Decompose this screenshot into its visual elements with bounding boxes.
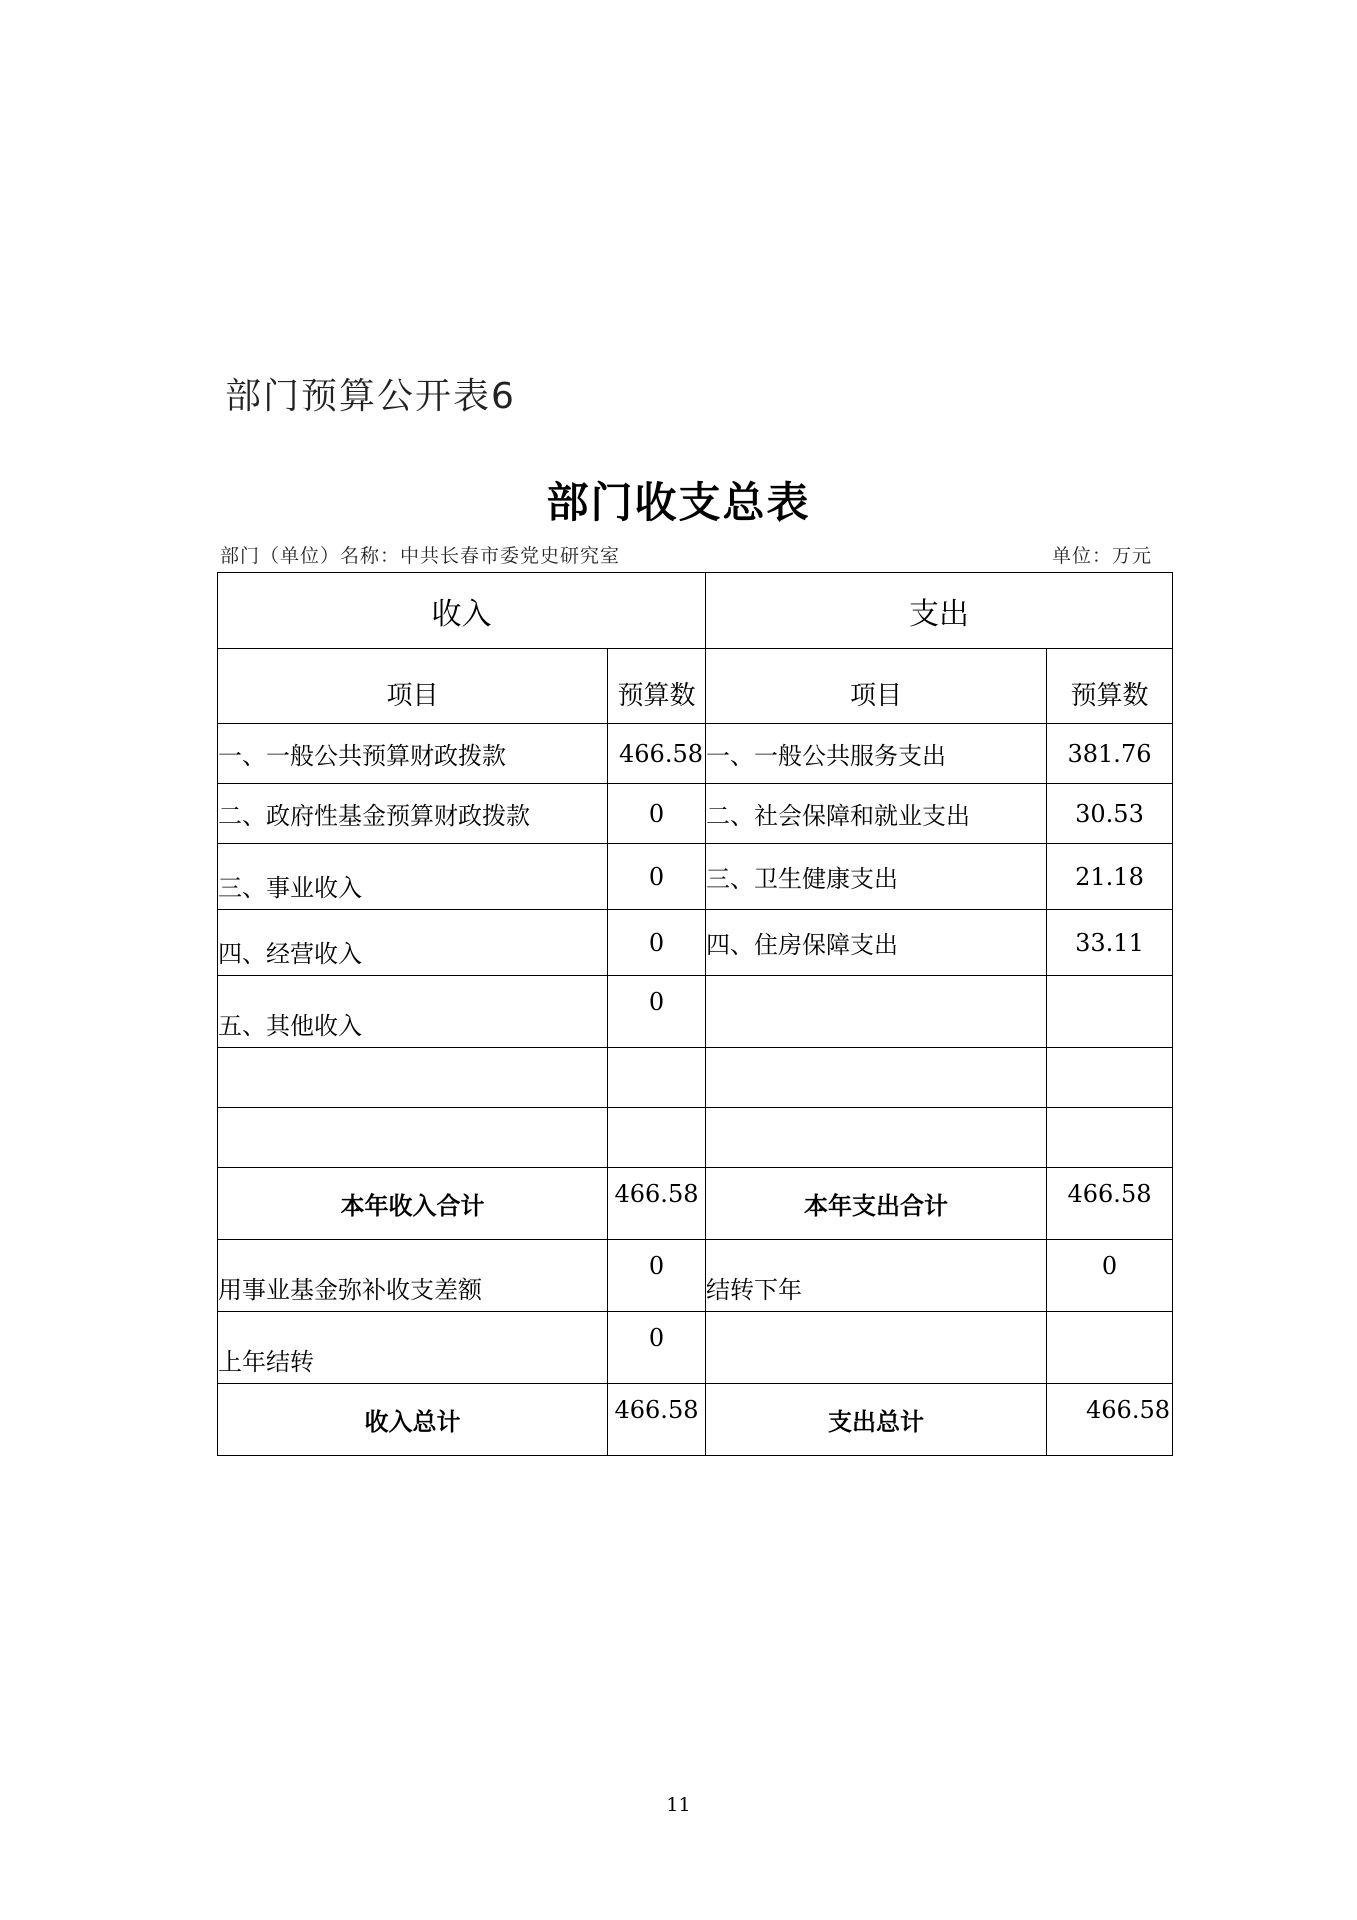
- year-income-total: 466.58: [608, 1168, 706, 1240]
- expense-value: [1047, 976, 1173, 1048]
- income-item: 四、经营收入: [218, 910, 608, 976]
- table-row: [218, 844, 1173, 910]
- expense-item: 一、一般公共服务支出: [706, 724, 1047, 784]
- expense-value: [1047, 1108, 1173, 1168]
- page-title: 部门收支总表: [546, 478, 811, 527]
- expense-item: 四、住房保障支出: [706, 910, 1047, 976]
- income-item: 二、政府性基金预算财政拨款: [218, 784, 608, 844]
- table-row: [218, 1312, 1173, 1384]
- income-item: 三、事业收入: [218, 844, 608, 910]
- income-item: [218, 1108, 608, 1168]
- expense-grand-label: 支出总计: [706, 1384, 1047, 1456]
- year-total-row: [218, 1168, 1173, 1240]
- income-value: 0: [608, 910, 706, 976]
- empty-cell: [1047, 1312, 1173, 1384]
- expense-item: 二、社会保障和就业支出: [706, 784, 1047, 844]
- expense-value: [1047, 1048, 1173, 1108]
- expense-item: [706, 976, 1047, 1048]
- income-grand-label: 收入总计: [218, 1384, 608, 1456]
- expense-grand-total: 466.58: [1047, 1384, 1173, 1456]
- expense-item: [706, 1048, 1047, 1108]
- income-value: 0: [608, 784, 706, 844]
- table-row: [218, 910, 1173, 976]
- carry-forward-label: 结转下年: [706, 1240, 1047, 1312]
- income-value: 0: [608, 844, 706, 910]
- col-budget-expense: 预算数: [1047, 649, 1173, 724]
- prev-year-label: 上年结转: [218, 1312, 608, 1384]
- income-value: [608, 1108, 706, 1168]
- doc-label: 部门预算公开表6: [225, 376, 516, 417]
- expense-item: 三、卫生健康支出: [706, 844, 1047, 910]
- prev-year-value: 0: [608, 1312, 706, 1384]
- table-row: [218, 724, 1173, 784]
- budget-table: [217, 572, 1173, 1456]
- expense-value: 381.76: [1047, 724, 1173, 784]
- table-subheader-row: [218, 649, 1173, 724]
- col-item-expense: 项目: [706, 649, 1047, 724]
- expense-item: [706, 1108, 1047, 1168]
- income-grand-total: 466.58: [608, 1384, 706, 1456]
- income-value: 466.58: [608, 724, 706, 784]
- table-row: [218, 784, 1173, 844]
- page-number: 11: [666, 1794, 691, 1816]
- year-expense-total-label: 本年支出合计: [706, 1168, 1047, 1240]
- year-expense-total: 466.58: [1047, 1168, 1173, 1240]
- col-budget-income: 预算数: [608, 649, 706, 724]
- expense-value: 30.53: [1047, 784, 1173, 844]
- table-row: [218, 1048, 1173, 1108]
- income-item: [218, 1048, 608, 1108]
- table-row: [218, 976, 1173, 1048]
- income-item: 五、其他收入: [218, 976, 608, 1048]
- department-name: 部门（单位）名称：中共长春市委党史研究室: [220, 545, 621, 567]
- income-header: 收入: [218, 573, 706, 649]
- table-row: [218, 1108, 1173, 1168]
- unit-label: 单位：万元: [1052, 545, 1153, 567]
- grand-total-row: [218, 1384, 1173, 1456]
- fund-offset-value: 0: [608, 1240, 706, 1312]
- table-header-row: [218, 573, 1173, 649]
- carry-forward-value: 0: [1047, 1240, 1173, 1312]
- income-item: 一、一般公共预算财政拨款: [218, 724, 608, 784]
- expense-value: 33.11: [1047, 910, 1173, 976]
- expense-header: 支出: [706, 573, 1173, 649]
- expense-value: 21.18: [1047, 844, 1173, 910]
- empty-cell: [706, 1312, 1047, 1384]
- income-value: [608, 1048, 706, 1108]
- year-income-total-label: 本年收入合计: [218, 1168, 608, 1240]
- income-value: 0: [608, 976, 706, 1048]
- fund-offset-label: 用事业基金弥补收支差额: [218, 1240, 608, 1312]
- col-item-income: 项目: [218, 649, 608, 724]
- table-row: [218, 1240, 1173, 1312]
